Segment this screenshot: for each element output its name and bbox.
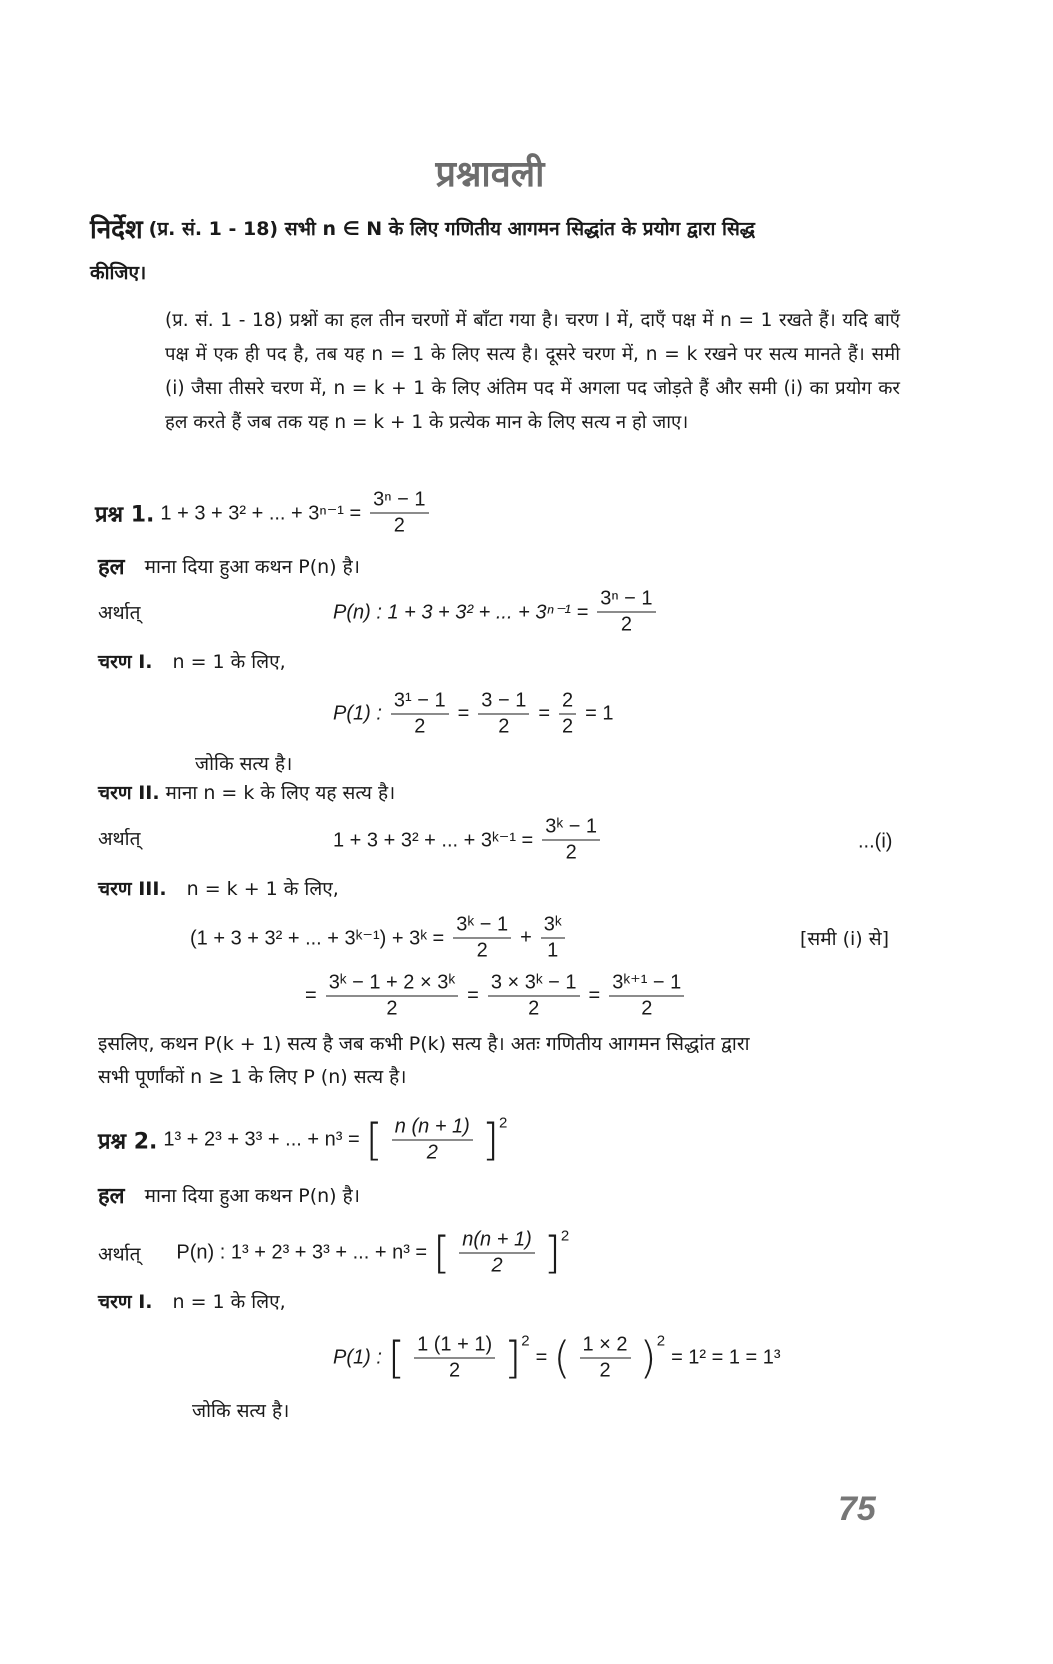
numerator: 3 − 1 [478, 689, 529, 715]
numerator: n(n + 1) [459, 1228, 534, 1254]
denominator: 2 [528, 997, 540, 1020]
equation-reference: ...(i) [858, 830, 893, 853]
denominator: 2 [426, 1141, 438, 1164]
directive-text-2: कीजिए। [90, 262, 147, 284]
fraction [478, 689, 529, 740]
denominator: 2 [414, 715, 426, 738]
question-label: प्रश्न 1. [95, 502, 155, 527]
numerator: 3¹ − 1 [391, 689, 449, 715]
step-label: चरण I. [98, 1291, 153, 1313]
step-1 [98, 648, 286, 674]
step-label: चरण I. [98, 651, 153, 673]
math-lhs: P(n) : 1³ + 2³ + 3³ + ... + n³ = [176, 1241, 428, 1264]
numerator: 1 × 2 [580, 1333, 631, 1359]
step-label: चरण II. [98, 782, 160, 804]
math-lhs: P(1) : [333, 702, 382, 725]
exponent: 2 [521, 1332, 530, 1350]
fraction [391, 689, 449, 740]
true-statement: जोकि सत्य है। [192, 1400, 290, 1422]
fraction [392, 1115, 473, 1166]
directive [90, 210, 755, 246]
step-1 [98, 1288, 286, 1314]
denominator: 2 [565, 841, 577, 864]
step-text: माना n = k के लिए यह सत्य है। [165, 782, 396, 804]
solution-intro [98, 551, 360, 581]
equals: = [457, 702, 470, 725]
math-lhs: 1³ + 2³ + 3³ + ... + n³ = [163, 1128, 360, 1151]
right-paren: ) [639, 1332, 657, 1383]
fraction [326, 971, 458, 1022]
left-bracket: [ [387, 1332, 406, 1383]
fraction [414, 1333, 495, 1384]
directive-label: निर्देश [90, 215, 143, 245]
page-title: प्रश्नावली [435, 154, 545, 195]
step-text: n = 1 के लिए, [172, 651, 286, 673]
equals: = [538, 702, 551, 725]
page-number: 75 [838, 1490, 876, 1528]
step-3-simplification [305, 971, 687, 1022]
question-label: प्रश्न 2. [98, 1129, 158, 1154]
equation-reference: [समी (i) से] [800, 928, 889, 950]
fraction [580, 1333, 631, 1384]
step-label: चरण III. [98, 878, 167, 900]
step-text: n = 1 के लिए, [172, 1291, 286, 1313]
numerator: 3ⁿ − 1 [597, 587, 655, 613]
question-1 [95, 488, 432, 539]
step-text: n = k + 1 के लिए, [186, 878, 339, 900]
fraction [541, 913, 565, 964]
denominator: 2 [620, 613, 632, 636]
denominator: 2 [641, 997, 653, 1020]
step-3-equation [190, 913, 568, 964]
true-statement: जोकि सत्य है। [195, 753, 293, 775]
math-result: = 1² = 1 = 1³ [671, 1346, 781, 1369]
solution-text: माना दिया हुआ कथन P(n) है। [144, 556, 360, 578]
numerator: n (n + 1) [392, 1115, 473, 1141]
math-result: = 1 [585, 702, 614, 725]
arthat-label: अर्थात् [98, 1243, 141, 1265]
exponent: 2 [499, 1114, 508, 1132]
right-bracket: ] [481, 1114, 500, 1165]
numerator: 2 [559, 689, 576, 715]
numerator: 1 (1 + 1) [414, 1333, 495, 1359]
fraction [597, 587, 655, 638]
equals: = [305, 984, 317, 1007]
numerator: 3ᵏ [541, 913, 565, 939]
left-bracket: [ [433, 1227, 451, 1278]
denominator: 1 [547, 939, 559, 962]
fraction [488, 971, 580, 1022]
denominator: 2 [393, 514, 405, 537]
p1-check [333, 1333, 781, 1384]
denominator: 2 [498, 715, 510, 738]
arthat-label: अर्थात् [98, 828, 141, 850]
instruction-note: (प्र. सं. 1 - 18) प्रश्नों का हल तीन चरणों में बाँटा गया है। चरण I में, दाएँ पक्ष में n = 1 रखते हैं। यदि बाएँ पक्ष में एक ही पद है, तब यह n = 1 के लिए सत्य है। दूसरे चरण में, n = k रखने पर सत्य मानते हैं। समी (i) जैसा तीसरे चरण में, n = k + 1 के लिए अंतिम पद में अगला पद जोड़ते हैं और समी (i) का प्रयोग कर हल करते हैं जब तक यह n = k + 1 के प्रत्येक मान के लिए सत्य न हो जाए। [165, 310, 900, 433]
step-2 [98, 779, 395, 805]
p1-check [333, 689, 614, 740]
pk-assumption [333, 815, 603, 866]
step-3 [98, 875, 339, 901]
equals: = [467, 984, 479, 1007]
math-lhs: 1 + 3 + 3² + ... + 3ⁿ⁻¹ = [160, 502, 362, 525]
fraction [453, 913, 511, 964]
conclusion-text: इसलिए, कथन P(k + 1) सत्य है जब कभी P(k) सत्य है। अतः गणितीय आगमन सिद्धांत द्वारा [98, 1033, 750, 1055]
equals: = [535, 1346, 548, 1369]
left-bracket: [ [365, 1114, 383, 1165]
fraction [459, 1228, 534, 1279]
numerator: 3ᵏ⁺¹ − 1 [609, 971, 684, 997]
directive-text: (प्र. सं. 1 - 18) सभी n ∈ N के लिए गणितीय आगमन सिद्धांत के प्रयोग द्वारा सिद्ध [148, 218, 755, 240]
arthat-label: अर्थात् [98, 602, 141, 624]
denominator: 2 [449, 1359, 461, 1382]
equals: = [588, 984, 601, 1007]
exponent: 2 [560, 1227, 570, 1245]
math-lhs: 1 + 3 + 3² + ... + 3ᵏ⁻¹ = [333, 829, 534, 852]
numerator: 3 × 3ᵏ − 1 [488, 971, 580, 997]
fraction [559, 689, 576, 740]
right-bracket: ] [543, 1227, 561, 1278]
solution-intro [98, 1180, 360, 1210]
math-lhs: P(n) : 1 + 3 + 3² + ... + 3ⁿ⁻¹ = [333, 601, 589, 624]
pn-statement [333, 587, 659, 638]
solution-label: हल [98, 555, 125, 580]
question-2 [98, 1115, 507, 1166]
denominator: 2 [562, 715, 574, 738]
numerator: 3ⁿ − 1 [370, 488, 428, 514]
fraction [370, 488, 428, 539]
conclusion-text: सभी पूर्णांकों n ≥ 1 के लिए P (n) सत्य है। [98, 1066, 407, 1088]
solution-text: माना दिया हुआ कथन P(n) है। [144, 1185, 360, 1207]
denominator: 2 [491, 1254, 503, 1277]
left-paren: ( [553, 1332, 571, 1383]
numerator: 3ᵏ − 1 + 2 × 3ᵏ [326, 971, 458, 997]
fraction [542, 815, 600, 866]
right-bracket: ] [504, 1332, 522, 1383]
denominator: 2 [476, 939, 488, 962]
math-lhs: P(1) : [333, 1346, 382, 1369]
plus: + [520, 926, 532, 949]
math-lhs: (1 + 3 + 3² + ... + 3ᵏ⁻¹) + 3ᵏ = [190, 927, 445, 950]
fraction [609, 971, 684, 1022]
pn-statement [98, 1228, 569, 1279]
denominator: 2 [599, 1359, 611, 1382]
numerator: 3ᵏ − 1 [542, 815, 600, 841]
denominator: 2 [386, 997, 398, 1020]
numerator: 3ᵏ − 1 [453, 913, 511, 939]
exponent: 2 [656, 1332, 666, 1350]
solution-label: हल [98, 1184, 125, 1209]
